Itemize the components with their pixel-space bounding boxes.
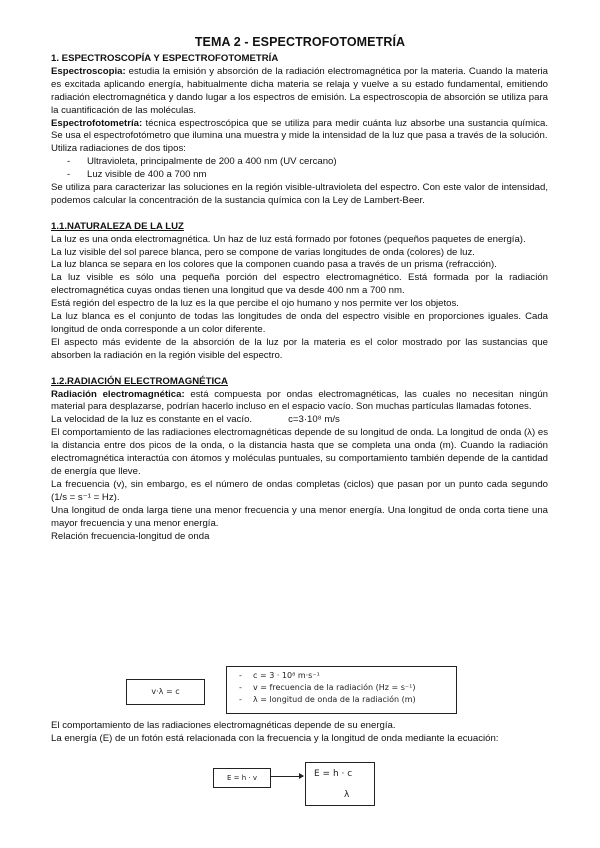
paragraph-tipos: Utiliza radiaciones de dos tipos: (51, 143, 186, 155)
paragraph-lambert-beer: Se utiliza para caracterizar las soluciones en la región visible-ultravioleta del espectro. Con este valor de intensidad, podemos calcular la concentración de la sustancia química con la Ley de Lambert-Beer. (51, 182, 548, 206)
paragraph: La luz visible del sol parece blanca, pero se compone de varias longitudes de onda (colores) de luz. (51, 246, 475, 258)
paragraph: La luz blanca se separa en los colores que la componen cuando pasa a través de un prisma (refracción). (51, 259, 497, 271)
paragraph: Relación frecuencia-longitud de onda (51, 530, 210, 542)
paragraph: Está región del espectro de la luz es la que percibe el ojo humano y nos permite ver los objetos. (51, 298, 459, 310)
list-item: - Ultravioleta, principalmente de 200 a 400 nm (UV cercano) (51, 156, 548, 169)
paragraph: El comportamiento de las radiaciones electromagnéticas depende de su energía. (51, 720, 396, 731)
formula-frequency-wavelength: v·λ = c (151, 686, 180, 696)
document-body (51, 53, 548, 543)
definition-line: - c = 3 · 10⁸ m·s⁻¹ (239, 670, 456, 682)
section-1-1-heading: 1.1.NATURALEZA DE LA LUZ (51, 220, 184, 232)
paragraph: El aspecto más evidente de la absorción de la luz por la materia es el color mostrado por las sustancias que absorben la radiación en la región visible del espectro. (51, 336, 548, 361)
energy-section (51, 720, 548, 746)
section-1-2-heading: 1.2.RADIACIÓN ELECTROMAGNÉTICA (51, 375, 228, 387)
paragraph: La frecuencia (v), sin embargo, es el número de ondas completas (ciclos) que pasan por un punto cada segundo (1/s = s⁻¹ = Hz). (51, 478, 548, 503)
term-espectroscopia: Espectroscopia: (51, 65, 126, 77)
formula-denominator: λ (344, 790, 350, 800)
paragraph: La energía (E) de un fotón está relacionada con la frecuencia y la longitud de onda mediante la ecuación: (51, 732, 499, 744)
definition-line: - λ = longitud de onda de la radiación (m) (239, 694, 456, 706)
radiation-types-list (51, 156, 548, 182)
paragraph-espectrofotometria: Espectrofotometría: técnica espectroscópica que se utiliza para medir cuánta luz absorbe una sustancia química. Se usa el espectrofotómetro que ilumina una muestra y mide la intensidad de la luz que pasa a través de la solución. (51, 117, 548, 142)
paragraph-radiacion: Radiación electromagnética: está compuesta por ondas electromagnéticas, las cuales no necesitan ningún material para desplazarse, podrían hacerlo incluso en el espacio vacío. Son muchas partículas llamadas fotones. (51, 388, 549, 413)
paragraph: La luz visible es sólo una pequeña porción del espectro electromagnético. Está formada por la radiación electromagnética cuyas ondas tienen una longitud que va desde 400 nm a 700 nm. (51, 272, 548, 297)
formula-numerator: E = h · c (314, 769, 353, 779)
paragraph: La luz es una onda electromagnética. Un haz de luz está formado por fotones (pequeños paquetes de energía). (51, 233, 526, 245)
term-espectrofotometria: Espectrofotometría: (51, 117, 143, 129)
arrow-icon (271, 776, 303, 777)
formula-energy-box (213, 768, 271, 788)
term-radiacion: Radiación electromagnética: (51, 388, 185, 400)
list-item: - Luz visible de 400 a 700 nm (51, 169, 548, 182)
paragraph: La luz blanca es el conjunto de todas las longitudes de onda del espectro visible en proporciones iguales. Cada longitud de onda corresponde a un color diferente. (51, 311, 548, 336)
paragraph-espectroscopia: Espectroscopia: estudia la emisión y absorción de la radiación electromagnética por la materia. Cuando la materia es excitada aplicando energía, habitualmente dicha materia se relaja y vuelve a su estado fundamental, emitiendo radiación electromagnética y dando lugar a los espectros de emisión. La espectroscopia de absorción se utiliza para la cuantificación de las moléculas. (51, 65, 548, 116)
paragraph: El comportamiento de las radiaciones electromagnéticas depende de su longitud de onda. La longitud de onda (λ) es la distancia entre dos picos de la onda, o la distancia hasta que se completa una onda (m). Cuando la radiación electromagnética interactúa con átomos y moléculas puntuales, su comportamiento también depende de la cantidad de energía que lleve. (51, 427, 548, 477)
speed-of-light-value: c=3·10⁸ m/s (288, 414, 340, 426)
formula-definitions-box (226, 666, 457, 714)
section-1-heading: 1. ESPECTROSCOPÍA Y ESPECTROFOTOMETRÍA (51, 53, 279, 64)
paragraph: Una longitud de onda larga tiene una menor frecuencia y una menor energía. Una longitud de onda corta tiene una mayor frecuencia y una menor energía. (51, 504, 548, 529)
page-title: TEMA 2 - ESPECTROFOTOMETRÍA (194, 35, 406, 49)
formula-energy-wavelength-box (305, 762, 375, 806)
speed-of-light-line (51, 414, 548, 427)
paragraph: La velocidad de la luz es constante en el vacío. (51, 414, 253, 426)
formula-frequency-wavelength-box (126, 679, 205, 705)
definition-line: - v = frecuencia de la radiación (Hz = s⁻¹) (239, 682, 456, 694)
formula-energy: E = h · v (227, 773, 257, 782)
